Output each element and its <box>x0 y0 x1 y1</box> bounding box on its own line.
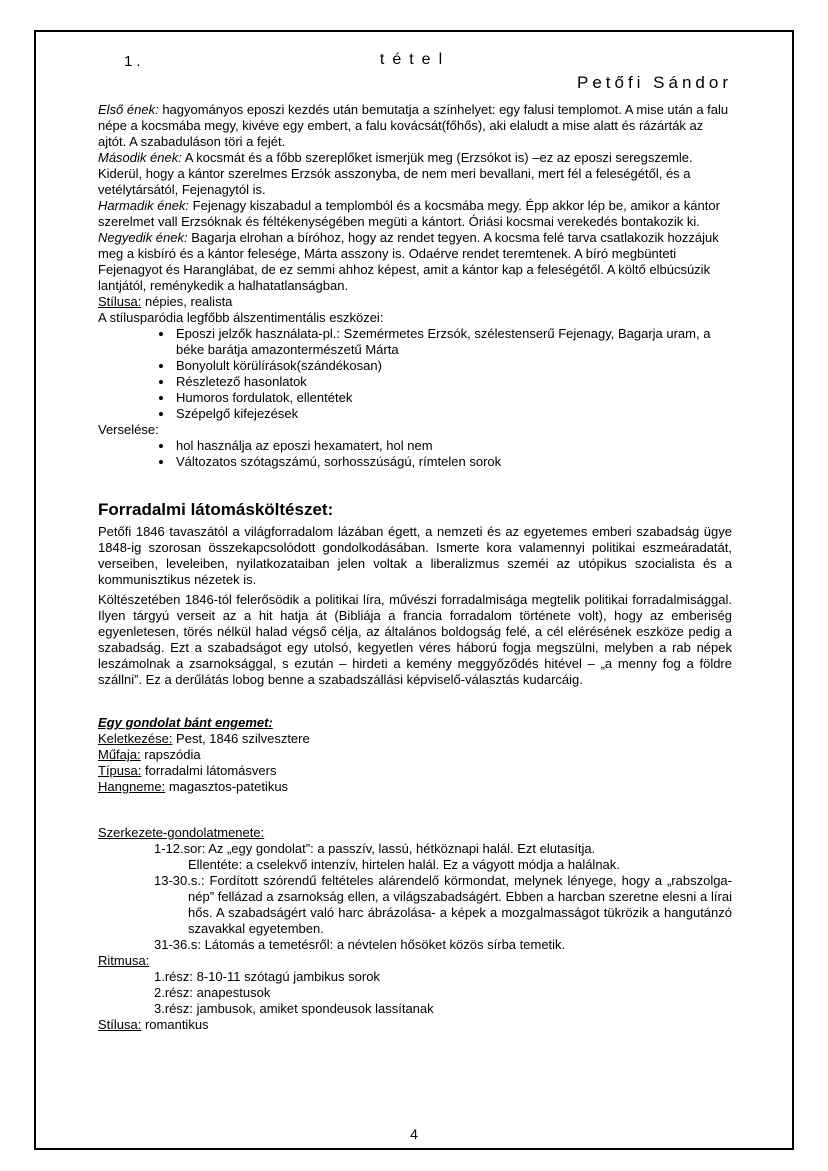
structure-item: Ellentéte: a cselekvő intenzív, hirtelen halál. Ez a vágyott módja a halálnak. <box>188 857 620 872</box>
enek-text: A kocsmát és a főbb szereplőket ismerjük meg (Erzsókot is) –ez az eposzi seregszemle. Kiderül, hogy a kántor szerelmes Erzsók asszonyba, de nem meri bevallani, mert fél a feleségétől, és a vetélytársától, Fejenagytól is. <box>98 150 693 197</box>
bullet-item: • Humoros fordulatok, ellentétek <box>174 390 732 406</box>
structure-item: 31-36.s: Látomás a temetésről: a névtelen hősöket közös sírba temetik. <box>154 937 566 952</box>
tetel-number: 1. <box>124 53 145 70</box>
paragraph-masodik-enek <box>98 150 732 198</box>
style-text: romantikus <box>141 1017 209 1032</box>
bullet-item: • hol használja az eposzi hexamatert, hol nem <box>174 438 732 454</box>
structure-heading-label: Szerkezete-gondolatmenete: <box>98 825 265 840</box>
rhythm-item: 1.rész: 8-10-11 szótagú jambikus sorok <box>154 969 380 984</box>
enek-text: Fejenagy kiszabadul a templomból és a kocsmába megy. Épp akkor lép be, amikor a kántor szerelmet vall Erzsóknak és féltékenységében megüti a kántort. Óriási kocsmai verekedés bontakozik ki. <box>98 198 720 229</box>
enek-text: Bagarja elrohan a bíróhoz, hogy az rendet tegyen. A kocsma felé tarva csatlakozik hozzájuk meg a kisbíró és a kántor felesége, Márta asszony is. Odaérve rendet teremtenek. A bíró megbünteti Fejenagyot és Haranglábat, de ez semmi ahhoz képest, amit a kántor kap a feleségétől. A költő elbúcsúzik lantjától, reménykedik a halhatatlanságban. <box>98 230 719 293</box>
meta-label: Hangneme: <box>98 779 166 794</box>
stilusa-line <box>98 294 732 310</box>
meta-line <box>98 747 732 763</box>
meta-value: Pest, 1846 szilvesztere <box>172 731 310 746</box>
verse-list <box>98 438 732 470</box>
tetel-title: tétel <box>379 51 451 68</box>
section-paragraph: Költészetében 1846-tól felerősödik a politikai líra, művészi forradalmisága megtelik politikai forradalmisággal. Ilyen tárgyú verseit az a hit hatja át (Bibliája a francia forradalom története volt), hogy az emberiség egyenletesen, törés nélkül halad végső célja, az általános boldogság felé, a cél elérésének eszköze pedig a szabadság. Ezt a szabadságot egy utolsó, kegyetlen véres háború fogja megszülni, melyben a rab népek leszámolnak a zsarnoksággal, s ezután – hirdeti a kemény meggyőződés hitével – „a menny fog a földre szállni”. Ez a derűlátás lobog benne a szabadszállási képviselő-választás kudarcáig. <box>98 592 732 687</box>
parody-list <box>98 326 732 422</box>
paragraph-negyedik-enek <box>98 230 732 294</box>
parody-intro: A stílusparódia legfőbb álszentimentális eszközei: <box>98 310 384 325</box>
meta-value: magasztos-patetikus <box>165 779 289 794</box>
meta-line <box>98 779 732 795</box>
document-content <box>98 52 732 1033</box>
rhythm-heading <box>98 953 732 969</box>
stilusa-text: népies, realista <box>141 294 233 309</box>
bullet-item: • Változatos szótagszámú, sorhosszúságú, rímtelen sorok <box>174 454 732 470</box>
document-header <box>98 52 732 102</box>
enek-label: Első ének: <box>98 102 159 117</box>
section-paragraph: Petőfi 1846 tavaszától a világforradalom lázában égett, a nemzeti és az egyetemes emberi szabadság ügye 1848-ig szorosan összekapcsolódott gondolkodásában. Ismerte kora valamennyi politikai eszmeáradatát, verseiben, leveleiben, nyilatkozataiban jelen voltak a liberalizmus szeméi az utópikus szocialista és a kommunisztikus nézetek is. <box>98 524 732 587</box>
bullet-item: • Eposzi jelzők használata-pl.: Szemérmetes Erzsók, szélestenserű Fejenagy, Bagarja uram, a béke barátja amazontermészetű Márta <box>174 326 732 358</box>
rhythm-item: 3.rész: jambusok, amiket spondeusok lassítanak <box>154 1001 434 1016</box>
bullet-item: • Bonyolult körülírások(szándékosan) <box>174 358 732 374</box>
enek-label: Harmadik ének: <box>98 198 190 213</box>
verse-label: Verselése: <box>98 422 159 437</box>
meta-label: Műfaja: <box>98 747 141 762</box>
paragraph-harmadik-enek <box>98 198 732 230</box>
section-heading: Forradalmi látomásköltészet: <box>98 500 334 519</box>
author-name: Petőfi Sándor <box>576 73 732 92</box>
stilusa-label: Stílusa: <box>98 294 142 309</box>
meta-label: Keletkezése: <box>98 731 173 746</box>
meta-label: Típusa: <box>98 763 142 778</box>
structure-item: 13-30.s.: Fordított szórendű feltételes alárendelő körmondat, melynek lényege, hogy a „rabszolga-nép” fellázad a zsarnokság ellen, a világszabadságért. Ebben a harcban szeretne elesni a lírai hős. A szabadságért való harc ábrázolása- a képek a mozgalmasságot tükrözik a hangutánzó szavakkal egyetemben. <box>154 873 732 936</box>
structure-heading <box>98 825 732 841</box>
meta-value: forradalmi látomásvers <box>141 763 277 778</box>
structure-item: 1-12.sor: Az „egy gondolat”: a passzív, lassú, hétköznapi halál. Ezt elutasítja. <box>154 841 596 856</box>
page-number: 4 <box>410 1126 418 1142</box>
style-label: Stílusa: <box>98 1017 142 1032</box>
enek-label: Második ének: <box>98 150 182 165</box>
enek-label: Negyedik ének: <box>98 230 188 245</box>
rhythm-heading-label: Ritmusa: <box>98 953 150 968</box>
style-line <box>98 1017 732 1033</box>
rhythm-item: 2.rész: anapestusok <box>154 985 271 1000</box>
poem-title: Egy gondolat bánt engemet: <box>98 715 273 730</box>
meta-value: rapszódia <box>140 747 201 762</box>
bullet-item: • Részletező hasonlatok <box>174 374 732 390</box>
bullet-item: • Szépelgő kifejezések <box>174 406 732 422</box>
page-border <box>34 30 794 1150</box>
meta-line <box>98 731 732 747</box>
meta-line <box>98 763 732 779</box>
enek-text: hagyományos eposzi kezdés után bemutatja a színhelyet: egy falusi templomot. A mise után a falu népe a kocsmába megy, kivéve egy embert, a falu kovácsát(főhős), aki elaludt a mise alatt és rázárták az ajtót. A szabaduláson töri a fejét. <box>98 102 729 149</box>
paragraph-elso-enek <box>98 102 732 150</box>
